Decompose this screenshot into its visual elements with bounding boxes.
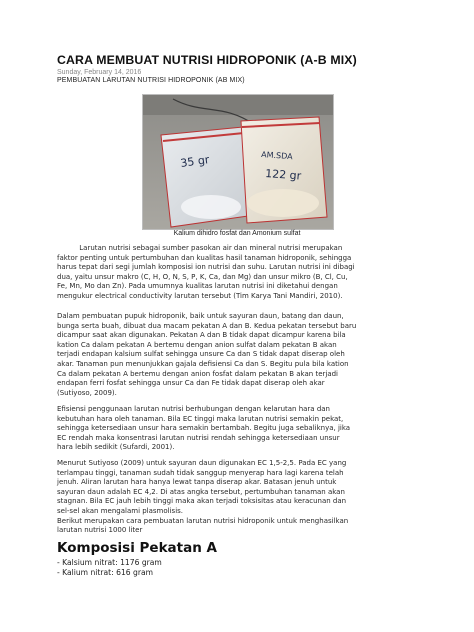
bag-left-label: 35 gr bbox=[179, 153, 211, 170]
list-item: - Kalsium nitrat: 1176 gram bbox=[57, 558, 162, 567]
photo-illustration bbox=[143, 95, 333, 229]
section-heading: Komposisi Pekatan A bbox=[57, 540, 217, 556]
bag-right-label-1: AM.SDA bbox=[260, 150, 293, 162]
list-item: - Kalium nitrat: 616 gram bbox=[57, 568, 154, 577]
article-title: CARA MEMBUAT NUTRISI HIDROPONIK (A-B MIX) bbox=[57, 53, 357, 67]
paragraph-pekatan: Dalam pembuatan pupuk hidroponik, baik untuk sayuran daun, batang dan daun, bunga serta buah, dibuat dua macam pekatan A dan B. Kedua pekatan tersebut baru dicampur saat akan digunakan. Pekatan A dan B tidak dapat dicampur karena bila kation Ca dalam pekatan A bertemu dengan anion sulfat dalam pekatan B akan terjadi endapan kalsium sulfat sehingga unsure Ca dan S tidak dapat diserap oleh akar. Tanaman pun menunjukkan gajala defisiensi Ca dan S. Begitu pula bila kation Ca dalam pekatan A bertemu dengan anion fosfat dalam pekatan B akan terjadi endapan ferri fosfat sehingga unsur Ca dan Fe tidak dapat diserap oleh akar (Sutiyoso, 2009). bbox=[57, 312, 357, 397]
article-date: Sunday, February 14, 2016 bbox=[57, 69, 142, 76]
paragraph-ec: Menurut Sutiyoso (2009) untuk sayuran daun digunakan EC 1,5-2,5. Pada EC yang terlampau tinggi, tanaman sudah tidak sanggup menyerap hara lagi karena telah jenuh. Aliran larutan hara hanya lewat tanpa diserap akar. Batasan jenuh untuk sayuran daun adalah EC 4,2. Di atas angka tersebut, pertumbuhan tanaman akan stagnan. Bila EC jauh lebih tinggi maka akan terjadi toksisitas atau keracunan dan sel-sel akan mengalami plasmolisis. Berikut merupakan cara pembuatan larutan nutrisi hidroponik untuk menghasilkan larutan nutrisi 1000 liter bbox=[57, 459, 349, 535]
fertilizer-bags-photo bbox=[142, 94, 334, 230]
bag-right-label-2: 122 gr bbox=[264, 167, 302, 183]
paragraph-intro: Larutan nutrisi sebagai sumber pasokan air dan mineral nutrisi merupakan faktor penting untuk pertumbuhan dan kualitas hasil tanaman hidroponik, sehingga harus tepat dari segi jumlah komposisi ion nutrisi dan suhu. Larutan nutrisi ini dibagi dua, yaitu unsur makro (C, H, O, N, S, P, K, Ca, dan Mg) dan unsur mikro (B, Cl, Cu, Fe, Mn, Mo dan Zn). Pada umumnya kualitas larutan nutrisi ini diketahui dengan mengukur electrical conductivity larutan tersebut (Tim Karya Tani Mandiri, 2010). bbox=[57, 244, 355, 300]
composition-list bbox=[57, 558, 162, 578]
figure-caption: Kalium dihidro fosfat dan Amonium sulfat bbox=[173, 230, 301, 237]
paragraph-efisiensi: Efisiensi penggunaan larutan nutrisi berhubungan dengan kelarutan hara dan kebutuhan hara oleh tanaman. Bila EC tinggi maka larutan nutrisi semakin pekat, sehingga ketersediaan unsur hara semakin bertambah. Begitu juga sebaliknya, jika EC rendah maka konsentrasi larutan nutrisi rendah sehingga ketersediaan unsur hara lebih sedikit (Sufardi, 2001). bbox=[57, 405, 351, 452]
article-subtitle: PEMBUATAN LARUTAN NUTRISI HIDROPONIK (AB MIX) bbox=[57, 77, 245, 84]
